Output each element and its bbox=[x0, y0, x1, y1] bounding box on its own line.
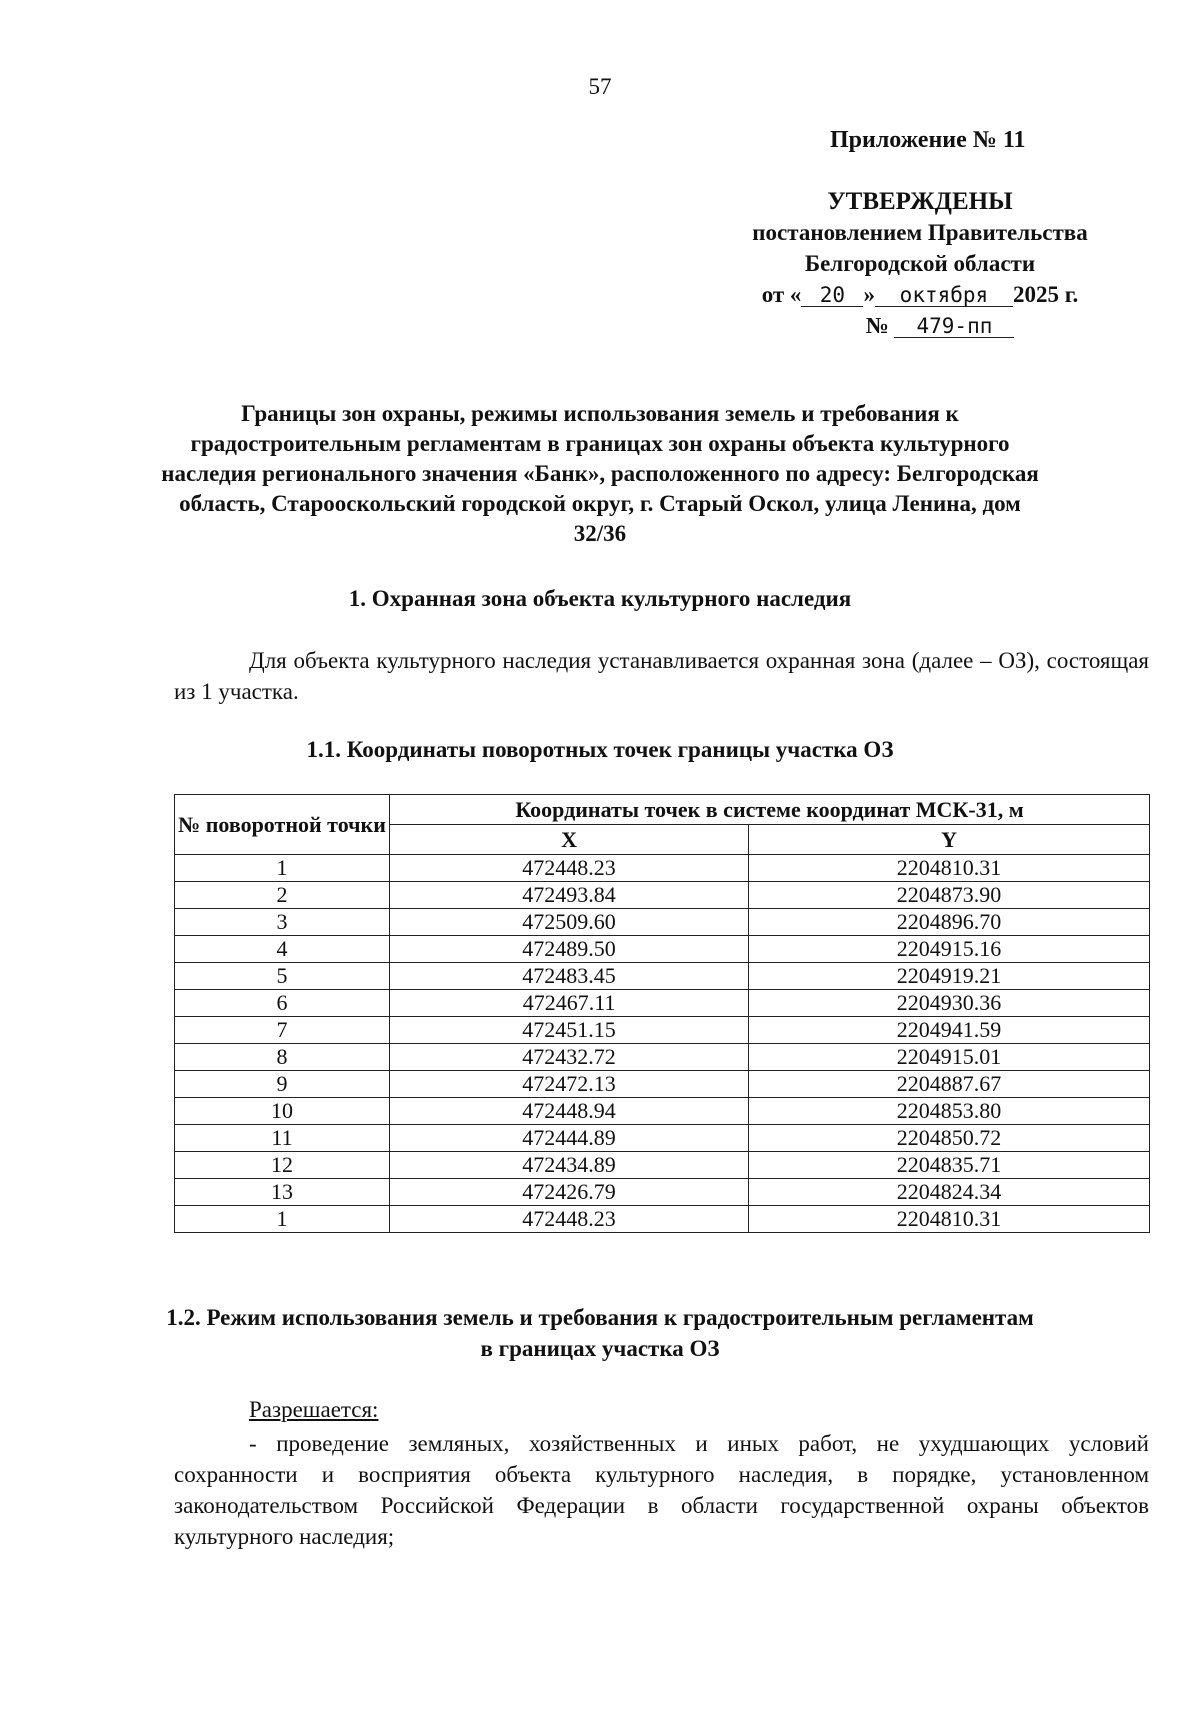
y-coordinate-cell: 2204919.21 bbox=[749, 963, 1150, 990]
point-number-cell: 7 bbox=[175, 1017, 390, 1044]
y-coordinate-cell: 2204810.31 bbox=[749, 1206, 1150, 1233]
document-title: Границы зон охраны, режимы использования земель и требования к градостроительным регламентам в границах зон охраны объекта культурного наследия регионального значения «Банк», расположенного по адресу: Белгородская область, Старооскольский городской округ, г. Старый Оскол, улица Ленина, дом 32/36 bbox=[161, 401, 1039, 546]
point-number-cell: 9 bbox=[175, 1071, 390, 1098]
table-row bbox=[175, 1044, 1150, 1071]
x-coordinate-cell: 472489.50 bbox=[390, 936, 749, 963]
appendix-label: Приложение № 11 bbox=[830, 127, 1026, 153]
y-coordinate-cell: 2204853.80 bbox=[749, 1098, 1150, 1125]
approval-block bbox=[720, 186, 1120, 341]
section-1-heading: 1. Охранная зона объекта культурного наследия bbox=[348, 586, 852, 611]
point-number-cell: 12 bbox=[175, 1152, 390, 1179]
table-row bbox=[175, 1206, 1150, 1233]
table-row bbox=[175, 909, 1150, 936]
approval-date-line bbox=[720, 279, 1120, 310]
y-coordinate-cell: 2204887.67 bbox=[749, 1071, 1150, 1098]
table-row bbox=[175, 1071, 1150, 1098]
x-coordinate-cell: 472483.45 bbox=[390, 963, 749, 990]
table-row bbox=[175, 1125, 1150, 1152]
section-1-2-heading: 1.2. Режим использования земель и требования к градостроительным регламентам в границах участка ОЗ bbox=[166, 1305, 1034, 1361]
point-number-cell: 5 bbox=[175, 963, 390, 990]
x-coordinate-cell: 472467.11 bbox=[390, 990, 749, 1017]
x-coordinate-cell: 472434.89 bbox=[390, 1152, 749, 1179]
x-coordinate-cell: 472444.89 bbox=[390, 1125, 749, 1152]
table-row bbox=[175, 855, 1150, 882]
y-coordinate-cell: 2204896.70 bbox=[749, 909, 1150, 936]
y-coordinate-cell: 2204941.59 bbox=[749, 1017, 1150, 1044]
y-coordinate-cell: 2204824.34 bbox=[749, 1179, 1150, 1206]
column-header-point: № поворотной точки bbox=[175, 795, 390, 855]
x-coordinate-cell: 472451.15 bbox=[390, 1017, 749, 1044]
x-coordinate-cell: 472509.60 bbox=[390, 909, 749, 936]
column-header-y: Y bbox=[749, 825, 1150, 855]
approval-line-1: постановлением Правительства bbox=[752, 220, 1088, 245]
table-row bbox=[175, 1017, 1150, 1044]
approval-number-line bbox=[720, 310, 1120, 341]
table-row bbox=[175, 963, 1150, 990]
date-prefix: от « bbox=[761, 282, 802, 307]
allowed-label: Разрешается: bbox=[249, 1397, 379, 1422]
y-coordinate-cell: 2204930.36 bbox=[749, 990, 1150, 1017]
table-row bbox=[175, 990, 1150, 1017]
table-row bbox=[175, 1179, 1150, 1206]
point-number-cell: 13 bbox=[175, 1179, 390, 1206]
x-coordinate-cell: 472426.79 bbox=[390, 1179, 749, 1206]
point-number-cell: 2 bbox=[175, 882, 390, 909]
number-field: 479-пп bbox=[894, 315, 1014, 338]
page-number: 57 bbox=[588, 74, 612, 99]
x-coordinate-cell: 472448.23 bbox=[390, 855, 749, 882]
coordinates-table bbox=[174, 794, 1150, 1233]
date-month-field: октября bbox=[875, 284, 1013, 307]
point-number-cell: 11 bbox=[175, 1125, 390, 1152]
point-number-cell: 1 bbox=[175, 1206, 390, 1233]
column-header-x: X bbox=[390, 825, 749, 855]
table-row bbox=[175, 1098, 1150, 1125]
x-coordinate-cell: 472432.72 bbox=[390, 1044, 749, 1071]
point-number-cell: 6 bbox=[175, 990, 390, 1017]
section-1-intro: Для объекта культурного наследия устанавливается охранная зона (далее – ОЗ), состоящая из 1 участка. bbox=[174, 648, 1149, 704]
column-header-coordinates: Координаты точек в системе координат МСК-31, м bbox=[390, 795, 1150, 825]
point-number-cell: 4 bbox=[175, 936, 390, 963]
date-mid: » bbox=[863, 282, 875, 307]
point-number-cell: 10 bbox=[175, 1098, 390, 1125]
y-coordinate-cell: 2204835.71 bbox=[749, 1152, 1150, 1179]
table-row bbox=[175, 882, 1150, 909]
y-coordinate-cell: 2204915.16 bbox=[749, 936, 1150, 963]
point-number-cell: 1 bbox=[175, 855, 390, 882]
y-coordinate-cell: 2204873.90 bbox=[749, 882, 1150, 909]
x-coordinate-cell: 472448.23 bbox=[390, 1206, 749, 1233]
y-coordinate-cell: 2204850.72 bbox=[749, 1125, 1150, 1152]
table-row bbox=[175, 936, 1150, 963]
x-coordinate-cell: 472448.94 bbox=[390, 1098, 749, 1125]
rule-paragraph-1: - проведение земляных, хозяйственных и иных работ, не ухудшающих условий сохранности и восприятия объекта культурного наследия, в порядке, установленном законодательством Российской Федерации в области государственной охраны объектов культурного наследия; bbox=[174, 1431, 1149, 1549]
date-year: 2025 г. bbox=[1012, 282, 1079, 307]
number-prefix: № bbox=[865, 313, 889, 338]
point-number-cell: 3 bbox=[175, 909, 390, 936]
section-1-1-heading: 1.1. Координаты поворотных точек границы участка ОЗ bbox=[306, 737, 894, 762]
approval-line-2: Белгородской области bbox=[804, 251, 1036, 276]
table-row bbox=[175, 1152, 1150, 1179]
x-coordinate-cell: 472493.84 bbox=[390, 882, 749, 909]
x-coordinate-cell: 472472.13 bbox=[390, 1071, 749, 1098]
approval-title: УТВЕРЖДЕНЫ bbox=[827, 188, 1013, 215]
point-number-cell: 8 bbox=[175, 1044, 390, 1071]
y-coordinate-cell: 2204915.01 bbox=[749, 1044, 1150, 1071]
date-day-field: 20 bbox=[801, 284, 863, 307]
y-coordinate-cell: 2204810.31 bbox=[749, 855, 1150, 882]
coordinates-table-body bbox=[175, 855, 1150, 1233]
